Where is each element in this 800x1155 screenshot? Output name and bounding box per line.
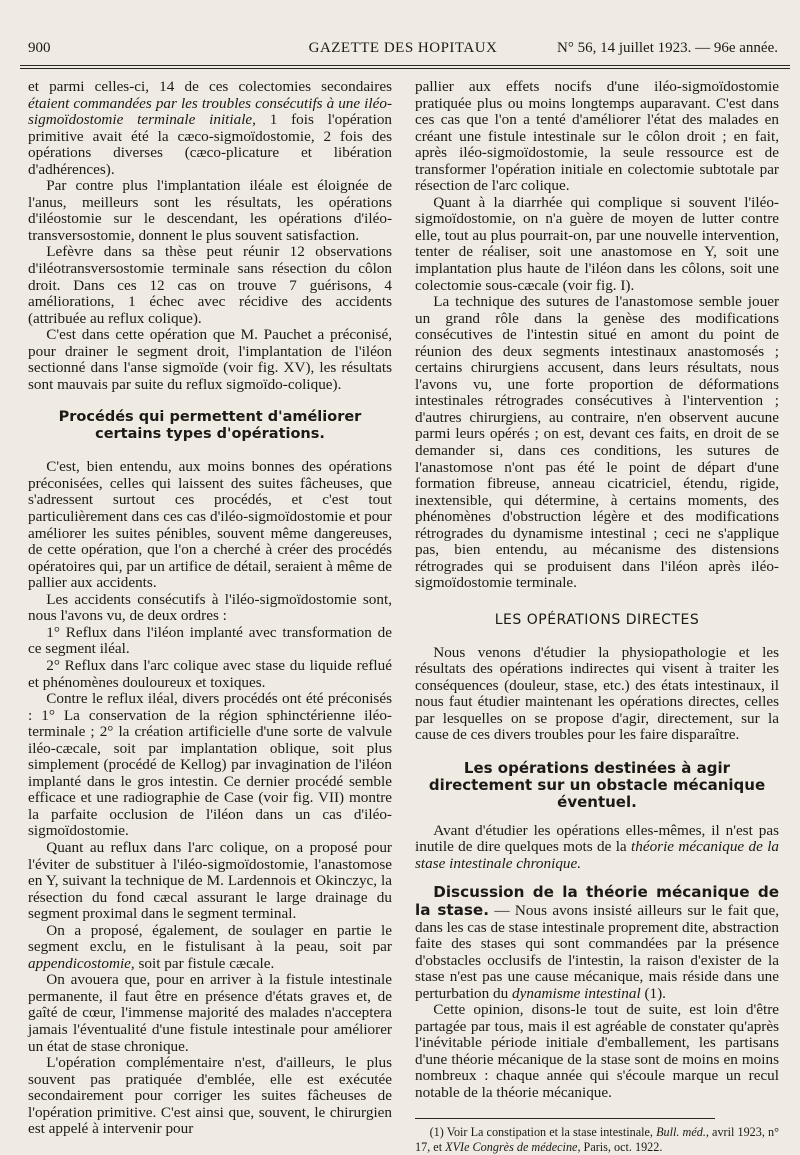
paragraph: Discussion de la théorie mécanique de la stase. — Nous avons insisté ailleurs sur le fait que, dans les cas de stase intestinale proprement dite, abstraction faite des stases qui sont commandées par la présence d'obstacles occlusifs de l'intestin, la raison d'exister de la stase n'est pas une cause mécanique, mais réside dans une perturbation du dynamisme intestinal (1). (415, 883, 780, 1002)
journal-title: GAZETTE DES HOPITAUX (308, 40, 498, 56)
paragraph: On a proposé, également, de soulager en partie le segment exclu, en le fistulisant à la peau, soit par appendicostomie, soit par fistule cæcale. (28, 921, 392, 972)
list-item: 2° Reflux dans l'arc colique avec stase du liquide reflué et phénomènes douloureux et toxiques. (28, 656, 392, 691)
page-number: 900 (28, 40, 51, 56)
paragraph: Contre le reflux iléal, divers procédés ont été préconisés : 1° La conservation de la région sphinctérienne iléo-terminale ; 2° la création artificielle d'une sorte de valvule iléo-cæcale, soit par implantation oblique, soit plus simplement (procédé de Kellog) par invagination de l'iléon implanté dans le gros intestin. Ce dernier procédé semble efficace et une radiographie de Case (voir fig. VII) montre la parfaite occlusion de l'iléon dans un cas d'iléo-sigmoïdostomie. (28, 690, 392, 840)
paragraph: L'opération complémentaire n'est, d'ailleurs, le plus souvent pas pratiquée d'emblée, elle est exécutée secondairement pour corriger les suites fâcheuses de l'opération primitive. C'est ainsi que, souvent, le chirurgien est appelé à intervenir pour (28, 1054, 392, 1138)
paragraph: Quant à la diarrhée qui complique si souvent l'iléo-sigmoïdostomie, on n'a guère de moyen de lutter contre elle, tout au plus pourrait-on, par une nouvelle intervention, tenter de réaliser, soit une anastomose en Y, soit une implantation plus haute de l'iléon dans les côlons, soit une colectomie sous-cæcale (voir fig. I). (415, 193, 779, 294)
paragraph: Lefèvre dans sa thèse peut réunir 12 observations d'iléotransversostomie terminale sans résection du côlon droit. Dans ces 12 cas on trouve 7 guérisons, 4 améliorations, 1 échec avec récidive des accidents (attribuée au reflux colique). (28, 243, 392, 327)
paragraph: Par contre plus l'implantation iléale est éloignée de l'anus, meilleurs sont les résultats, les opérations d'iléostomie sur le descendant, les opérations d'iléo-transversostomie, donnent le plus souvent satisfaction. (28, 177, 392, 244)
footnote: (1) Voir La constipation et la stase intestinale, Bull. méd., avril 1923, n° 17, et XVIe Congrès de médecine, Paris, oct. 1922. (415, 1124, 779, 1154)
paragraph: Cette opinion, disons-le tout de suite, est loin d'être partagée par tous, mais il est agréable de constater qu'après l'inévitable période initiale d'emballement, les partisans d'une théorie mécanique de la stase sont de moins en moins nombreux : chaque année qui s'écoule marque un recul notable de la théorie mécanique. (415, 1001, 779, 1101)
subsection-heading: Les opérations destinées à agir directement sur un obstacle mécanique éventuel. (428, 758, 766, 811)
paragraph: et parmi celles-ci, 14 de ces colectomies secondaires étaient commandées par les troubles consécutifs à une iléo-sigmoïdostomie terminale initiale, 1 fois l'opération primitive avait été la cæco-sigmoïdostomie, 2 fois des opérations diverses (cæco-plicature et libération d'adhérences). (28, 78, 393, 178)
header-rule-top (20, 65, 790, 66)
left-column (28, 79, 392, 1138)
paragraph: Nous venons d'étudier la physiopathologie et les résultats des opérations indirectes qui visent à traiter les conséquences (douleur, stase, etc.) des états intestinaux, il nous faut étudier maintenant les opérations directes, celles par lesquelles on se propose d'agir, directement, sur la cause de ces divers troubles pour les faire disparaître. (415, 643, 779, 744)
footnote-rule (415, 1118, 715, 1119)
paragraph: Quant au reflux dans l'arc colique, on a proposé pour l'éviter de substituer à l'iléo-sigmoïdostomie, l'anastomose en Y, suivant la technique de M. Lardennois et Okinczyc, la résection du fond cæcal assurant le large drainage du segment proximal dans le segment terminal. (28, 838, 392, 923)
right-column (415, 79, 779, 1155)
run-in-heading: Discussion de la théorie mécanique de la stase. (415, 883, 779, 919)
paragraph: La technique des sutures de l'anastomose semble jouer un grand rôle dans la genèse des modifications consécutives de l'intestin situé en amont du point de réunion des deux segments intestinaux anastomosés ; certains chirurgiens accusent, dans leurs résultats, nous l'avons vu, une forte proportion de déformations intestinales rétrogrades consécutives à l'intervention ; d'autres chirurgiens, au contraire, n'en observent aucune parmi leurs opérés ; on est, devant ces faits, en droit de se demander si, dans ces conditions, les sutures de l'anastomose n'ont pas été le point de départ d'une formation fibreuse, anneau cicatriciel, étendu, rigide, inextensible, qui détermine, à certains moments, des phénomènes d'obstruction légère et des modifications rétrogrades du dynamisme intestinal ; ceci ne s'applique pas, bien entendu, au mécanisme des distensions rétrogrades qui se produisent dans l'iléon après iléo-sigmoïdostomie terminale. (415, 293, 779, 592)
header-rule-bottom (20, 68, 790, 69)
list-item: 1° Reflux dans l'iléon implanté avec transformation de ce segment iléal. (28, 623, 392, 658)
paragraph: C'est dans cette opération que M. Pauchet a préconisé, pour drainer le segment droit, l'implantation de l'iléon sectionné dans l'anse sigmoïde (voir fig. XV), les résultats sont mauvais par suite du reflux sigmoïdo-colique). (28, 326, 392, 393)
paragraph: pallier aux effets nocifs d'une iléo-sigmoïdostomie pratiquée plus ou moins longtemps auparavant. C'est dans ces cas que l'on a tenté d'améliorer l'état des malades en créant une fistule intestinale sur le côlon droit ; en fait, après iléo-sigmoïdostomie, la seule ressource est de transformer l'opération initiale en colectomie subtotale par résection de l'arc colique. (415, 78, 779, 195)
paragraph: C'est, bien entendu, aux moins bonnes des opérations préconisées, celles qui laissent des suites fâcheuses, que s'adressent surtout ces procédés, et c'est tout particulièrement dans ces cas d'iléo-sigmoïdostomie et pour améliorer les suites pénibles, souvent même dangereuses, de cette opération, que l'on a cherché à créer des procédés opératoires qui, par un artifice de détail, seraient à même de pallier aux accidents. (28, 458, 392, 592)
paragraph: On avouera que, pour en arriver à la fistule intestinale permanente, il faut être en présence d'états graves et, de gaîté de cœur, l'immense majorité des malades n'acceptera jamais l'éventualité d'une fistule intestinale pour améliorer un état de stase chronique. (28, 971, 392, 1055)
issue-date: N° 56, 14 juillet 1923. — 96e année. (557, 40, 778, 56)
section-heading: Procédés qui permettent d'améliorer certains types d'opérations. (58, 409, 362, 443)
paragraph: Avant d'étudier les opérations elles-mêmes, il n'est pas inutile de dire quelques mots de la théorie mécanique de la stase intestinale chronique. (415, 821, 780, 872)
paragraph: Les accidents consécutifs à l'iléo-sigmoïdostomie sont, nous l'avons vu, de deux ordres : (28, 590, 392, 625)
section-heading: LES OPÉRATIONS DIRECTES (494, 611, 700, 628)
running-header (28, 40, 778, 62)
